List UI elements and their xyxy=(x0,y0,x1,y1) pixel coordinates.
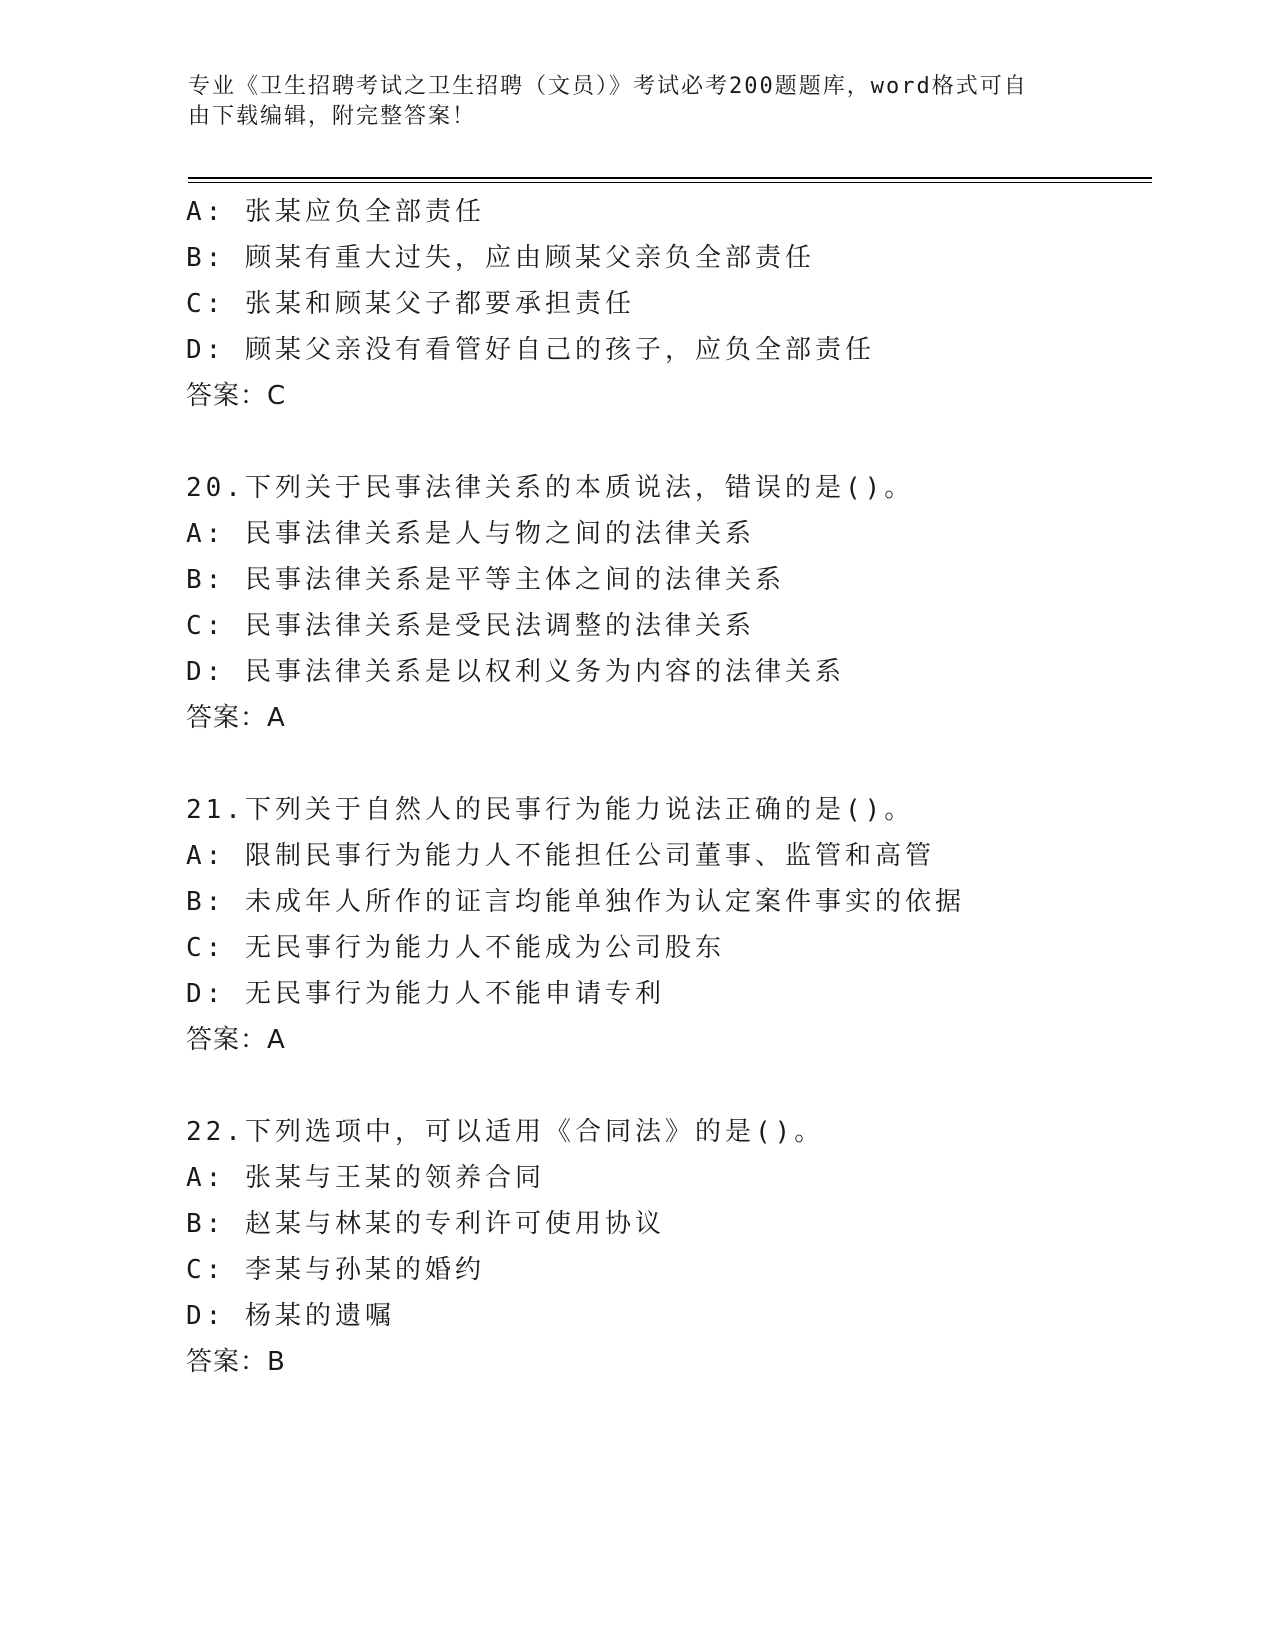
option-b: B: 未成年人所作的证言均能单独作为认定案件事实的依据 xyxy=(186,887,965,917)
option-a: A: 民事法律关系是人与物之间的法律关系 xyxy=(186,519,755,549)
header-line-2: 由下载编辑，附完整答案！ xyxy=(188,104,477,129)
option-a: A: 张某与王某的领养合同 xyxy=(186,1163,545,1193)
option-d: D: 民事法律关系是以权利义务为内容的法律关系 xyxy=(186,657,845,687)
option-c: C: 无民事行为能力人不能成为公司股东 xyxy=(186,933,725,963)
spacer xyxy=(186,1063,1146,1109)
option-c: C: 李某与孙某的婚约 xyxy=(186,1255,485,1285)
option-a: A: 限制民事行为能力人不能担任公司董事、监管和高管 xyxy=(186,841,935,871)
question-stem: 21.下列关于自然人的民事行为能力说法正确的是()。 xyxy=(186,795,915,825)
header-divider-thin xyxy=(188,182,1152,183)
question-stem: 20.下列关于民事法律关系的本质说法，错误的是()。 xyxy=(186,473,915,503)
question-stem: 22.下列选项中，可以适用《合同法》的是()。 xyxy=(186,1117,825,1147)
option-b: B: 顾某有重大过失，应由顾某父亲负全部责任 xyxy=(186,243,815,273)
option-b: B: 赵某与林某的专利许可使用协议 xyxy=(186,1209,665,1239)
question-19-continuation xyxy=(186,189,1146,419)
header-line-1: 专业《卫生招聘考试之卫生招聘（文员）》考试必考200题题库，word格式可自 xyxy=(188,74,1028,99)
question-list xyxy=(186,189,1146,1385)
answer-line: 答案：A xyxy=(186,703,286,733)
document-header xyxy=(188,72,1088,132)
option-d: D: 杨某的遗嘱 xyxy=(186,1301,395,1331)
option-a: A: 张某应负全部责任 xyxy=(186,197,485,227)
question-20 xyxy=(186,465,1146,741)
option-b: B: 民事法律关系是平等主体之间的法律关系 xyxy=(186,565,785,595)
option-c: C: 民事法律关系是受民法调整的法律关系 xyxy=(186,611,755,641)
answer-line: 答案：C xyxy=(186,381,287,411)
answer-line: 答案：B xyxy=(186,1347,286,1377)
option-d: D: 顾某父亲没有看管好自己的孩子，应负全部责任 xyxy=(186,335,875,365)
option-c: C: 张某和顾某父子都要承担责任 xyxy=(186,289,635,319)
spacer xyxy=(186,741,1146,787)
question-22 xyxy=(186,1109,1146,1385)
option-d: D: 无民事行为能力人不能申请专利 xyxy=(186,979,665,1009)
question-21 xyxy=(186,787,1146,1063)
header-divider-thick xyxy=(188,177,1152,179)
answer-line: 答案：A xyxy=(186,1025,286,1055)
spacer xyxy=(186,419,1146,465)
